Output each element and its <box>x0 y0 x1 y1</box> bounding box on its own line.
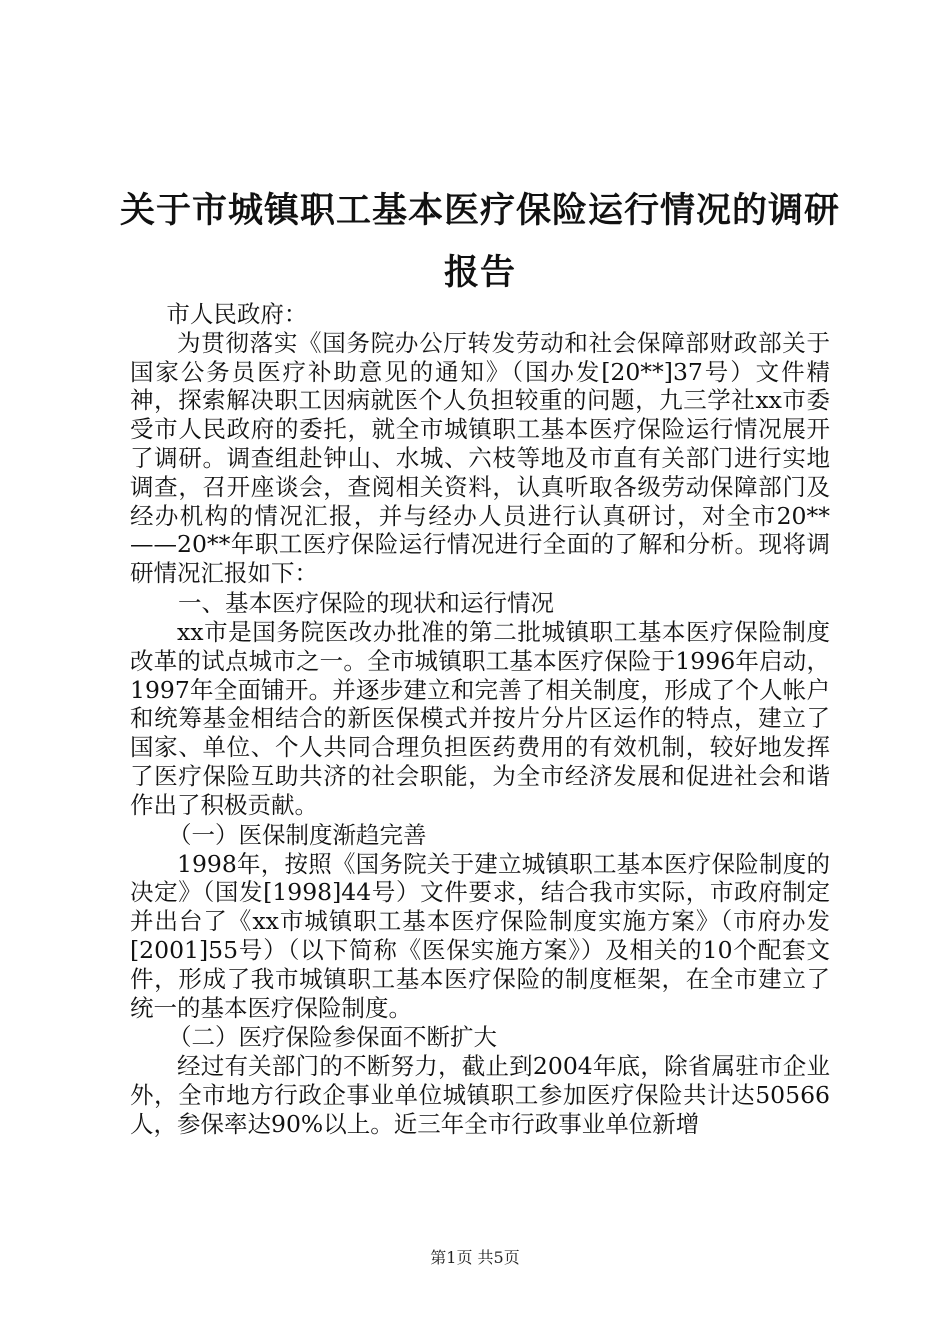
subsection-1-paragraph: 1998年，按照《国务院关于建立城镇职工基本医疗保险制度的决定》（国发[1998]44号）文件要求，结合我市实际，市政府制定并出台了《xx市城镇职工基本医疗保险制度实施方案》（市府办发[2001]55号）（以下简称《医保实施方案》）及相关的10个配套文件，形成了我市城镇职工基本医疗保险的制度框架，在全市建立了统一的基本医疗保险制度。 <box>130 849 830 1022</box>
section-heading-1: 一、基本医疗保险的现状和运行情况 <box>178 588 554 617</box>
document-body <box>130 300 830 1139</box>
intro-paragraph: 为贯彻落实《国务院办公厅转发劳动和社会保障部财政部关于国家公务员医疗补助意见的通知》（国办发[20**]37号）文件精神，探索解决职工因病就医个人负担较重的问题，九三学社xx市委受市人民政府的委托，就全市城镇职工基本医疗保险运行情况展开了调研。调查组赴钟山、水城、六枝等地及市直有关部门进行实地调查，召开座谈会，查阅相关资料，认真听取各级劳动保障部门及经办机构的情况汇报，并与经办人员进行认真研讨，对全市20**——20**年职工医疗保险运行情况进行全面的了解和分析。现将调研情况汇报如下： <box>130 328 830 588</box>
section-1-paragraph: xx市是国务院医改办批准的第二批城镇职工基本医疗保险制度改革的试点城市之一。全市城镇职工基本医疗保险于1996年启动，1997年全面铺开。并逐步建立和完善了相关制度，形成了个人帐户和统筹基金相结合的新医保模式并按片分片区运作的特点，建立了国家、单位、个人共同合理负担医药费用的有效机制，较好地发挥了医疗保险互助共济的社会职能，为全市经济发展和促进社会和谐作出了积极贡献。 <box>130 617 830 819</box>
subsection-heading-1: （一）医保制度渐趋完善 <box>168 820 427 849</box>
salutation: 市人民政府： <box>166 300 308 328</box>
subsection-2-paragraph: 经过有关部门的不断努力，截止到2004年底，除省属驻市企业外，全市地方行政企事业单位城镇职工参加医疗保险共计达50566人，参保率达90%以上。近三年全市行政事业单位新增 <box>130 1052 830 1138</box>
subsection-heading-2: （二）医疗保险参保面不断扩大 <box>168 1023 497 1052</box>
document-title: 关于市城镇职工基本医疗保险运行情况的调研报告 <box>120 191 841 293</box>
page-number-footer: 第1页 共5页 <box>430 1248 520 1267</box>
